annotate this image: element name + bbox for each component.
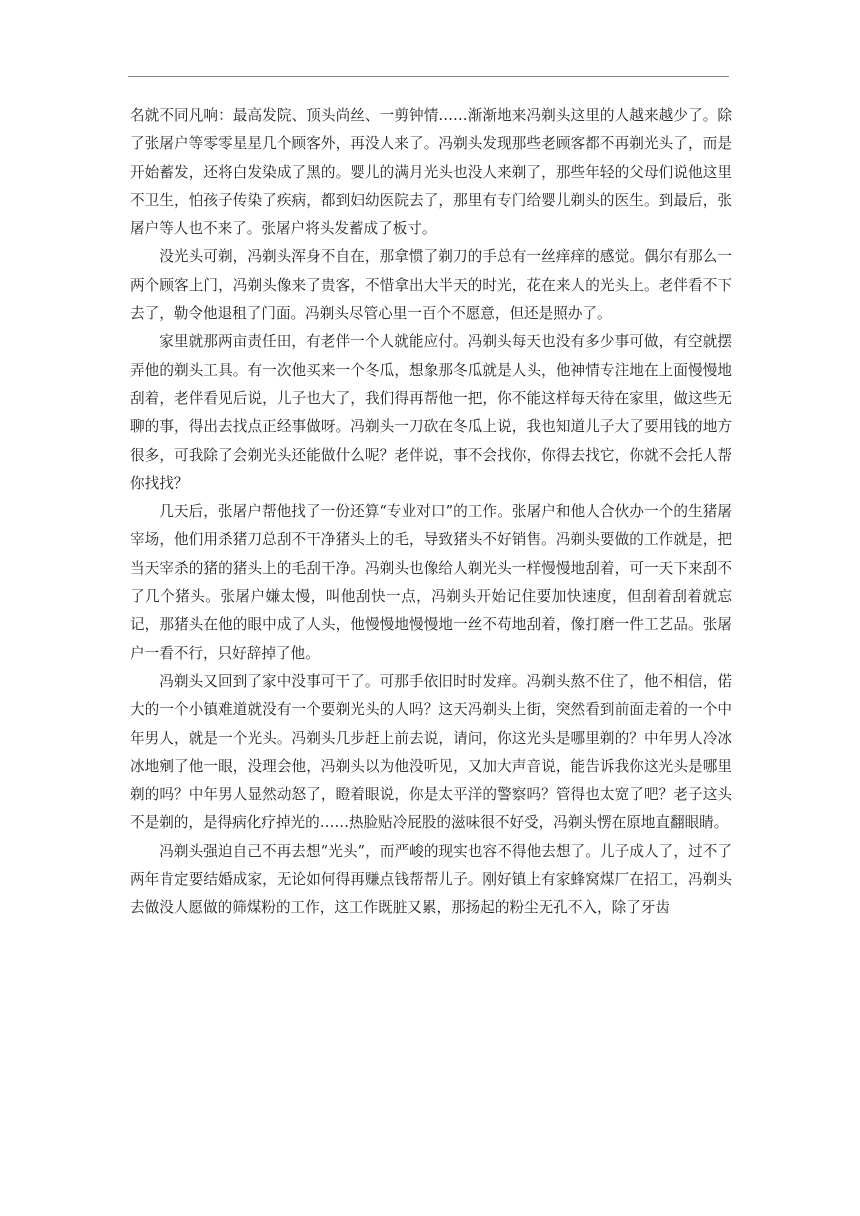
header-rule [128,76,729,77]
paragraph-2: 没光头可剃，冯剃头浑身不自在，那拿惯了剃刀的手总有一丝痒痒的感觉。偶尔有那么一两个顾客上门，冯剃头像来了贵客，不惜拿出大半天的时光，花在来人的光头上。老伴看不下去了，勒令他退租了门面。冯剃头尽管心里一百个不愿意，但还是照办了。 [130,248,732,323]
paragraph-4: 几天后，张屠户帮他找了一份还算“专业对口”的工作。张屠户和他人合伙办一个的生猪屠宰场，他们用杀猪刀总刮不干净猪头上的毛，导致猪头不好销售。冯剃头要做的工作就是，把当天宰杀的猪的猪头上的毛刮干净。冯剃头也像给人剃光头一样慢慢地刮着，可一天下来刮不了几个猪头。张屠户嫌太慢，叫他刮快一点，冯剃头开始记住要加快速度，但刮着刮着就忘记，那猪头在他的眼中成了人头，他慢慢地慢慢地一丝不苟地刮着，像打磨一件工艺品。张屠户一看不行，只好辞掉了他。 [130,503,732,662]
paragraph-3: 家里就那两亩责任田，有老伴一个人就能应付。冯剃头每天也没有多少事可做，有空就摆弄他的剃头工具。有一次他买来一个冬瓜，想象那冬瓜就是人头，他神情专注地在上面慢慢地刮着，老伴看见后说，儿子也大了，我们得再帮他一把，你不能这样每天待在家里，做这些无聊的事，得出去找点正经事做呀。冯剃头一刀砍在冬瓜上说，我也知道儿子大了要用钱的地方很多，可我除了会剃光头还能做什么呢？老伴说，事不会找你，你得去找它，你就不会托人帮你找找？ [130,333,732,492]
paragraph-6: 冯剃头强迫自己不再去想“光头”，而严峻的现实也容不得他去想了。儿子成人了，过不了两年肯定要结婚成家，无论如何得再赚点钱帮帮儿子。刚好镇上有家蜂窝煤厂在招工，冯剃头去做没人愿做的筛煤粉的工作，这工作既脏又累，那扬起的粉尘无孔不入，除了牙齿 [130,842,732,917]
paragraph-1: 名就不同凡响：最高发院、顶头尚丝、一剪钟情……渐渐地来冯剃头这里的人越来越少了。除了张屠户等零零星星几个顾客外，再没人来了。冯剃头发现那些老顾客都不再剃光头了，而是开始蓄发，还将白发染成了黑的。婴儿的满月光头也没人来剃了，那些年轻的父母们说他这里不卫生，怕孩子传染了疾病，都到妇幼医院去了，那里有专门给婴儿剃头的医生。到最后，张屠户等人也不来了。张屠户将头发蓄成了板寸。 [130,107,732,238]
paragraph-5: 冯剃头又回到了家中没事可干了。可那手依旧时时发痒。冯剃头熬不住了，他不相信，偌大的一个小镇难道就没有一个要剃光头的人吗？这天冯剃头上街，突然看到前面走着的一个中年男人，就是一个光头。冯剃头几步赶上前去说，请问，你这光头是哪里剃的？中年男人冷冰冰地剜了他一眼，没理会他，冯剃头以为他没听见，又加大声音说，能告诉我你这光头是哪里剃的吗？中年男人显然动怒了，瞪着眼说，你是太平洋的警察吗？管得也太宽了吧？老子这头不是剃的，是得病化疗掉光的……热脸贴冷屁股的滋味很不好受，冯剃头愣在原地直翻眼睛。 [130,672,732,832]
article-body [130,102,732,923]
